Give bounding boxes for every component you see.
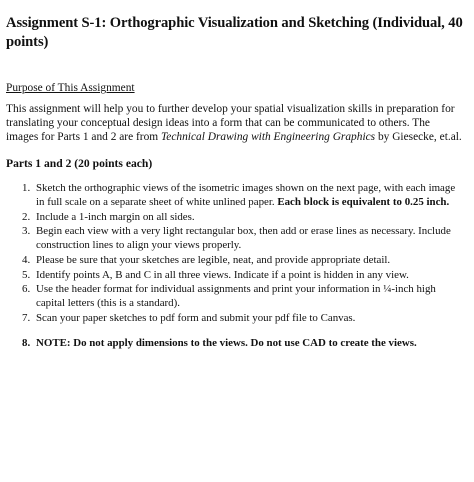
purpose-heading: Purpose of This Assignment <box>6 82 135 94</box>
book-title: Technical Drawing with Engineering Graphics <box>161 131 376 144</box>
assignment-title: Assignment S-1: Orthographic Visualization and Sketching (Individual, 40 points) <box>6 15 463 50</box>
item-bold-text: Each block is equivalent to 0.25 inch. <box>277 195 450 208</box>
intro-paragraph <box>6 102 464 145</box>
item-number: 5. <box>22 268 31 281</box>
item-text: Scan your paper sketches to pdf form and submit your pdf file to Canvas. <box>36 312 356 325</box>
item-number: 1. <box>22 181 31 194</box>
instruction-list <box>6 181 464 351</box>
item-text: Sketch the orthographic views of the isometric images shown on the next page, with each image in full scale on a separate sheet of white unlined paper. <box>36 181 456 208</box>
parts-heading: Parts 1 and 2 (20 points each) <box>6 156 153 170</box>
item-text: Begin each view with a very light rectangular box, then add or erase lines as necessary. Include construction lines to align your views properly. <box>36 225 451 252</box>
item-text: Include a 1-inch margin on all sides. <box>36 210 195 223</box>
list-item <box>6 181 464 210</box>
note-item <box>6 336 464 350</box>
list-item <box>6 311 464 325</box>
list-item <box>6 224 464 253</box>
item-number: 6. <box>22 283 31 296</box>
list-item <box>6 282 464 311</box>
item-number: 8. <box>22 337 31 350</box>
intro-text-2: by Giesecke, et.al. <box>375 131 462 144</box>
item-text: Use the header format for individual assignments and print your information in ¼-inch high capital letters (this is a standard). <box>36 283 436 310</box>
note-text: NOTE: Do not apply dimensions to the views. Do not use CAD to create the views. <box>36 337 417 350</box>
item-number: 2. <box>22 210 31 223</box>
item-number: 4. <box>22 253 31 266</box>
item-text: Please be sure that your sketches are legible, neat, and provide appropriate detail. <box>36 253 391 266</box>
list-item <box>6 268 464 282</box>
list-item <box>6 210 464 224</box>
list-item <box>6 253 464 267</box>
item-number: 7. <box>22 312 31 325</box>
intro-text-1: This assignment will help you to further develop your spatial visualization skills in preparation for translating your conceptual design ideas into a form that can be communicated to others. The images for Parts 1 and 2 are from <box>6 103 455 144</box>
item-text: Identify points A, B and C in all three views. Indicate if a point is hidden in any view. <box>36 268 409 281</box>
item-number: 3. <box>22 225 31 238</box>
